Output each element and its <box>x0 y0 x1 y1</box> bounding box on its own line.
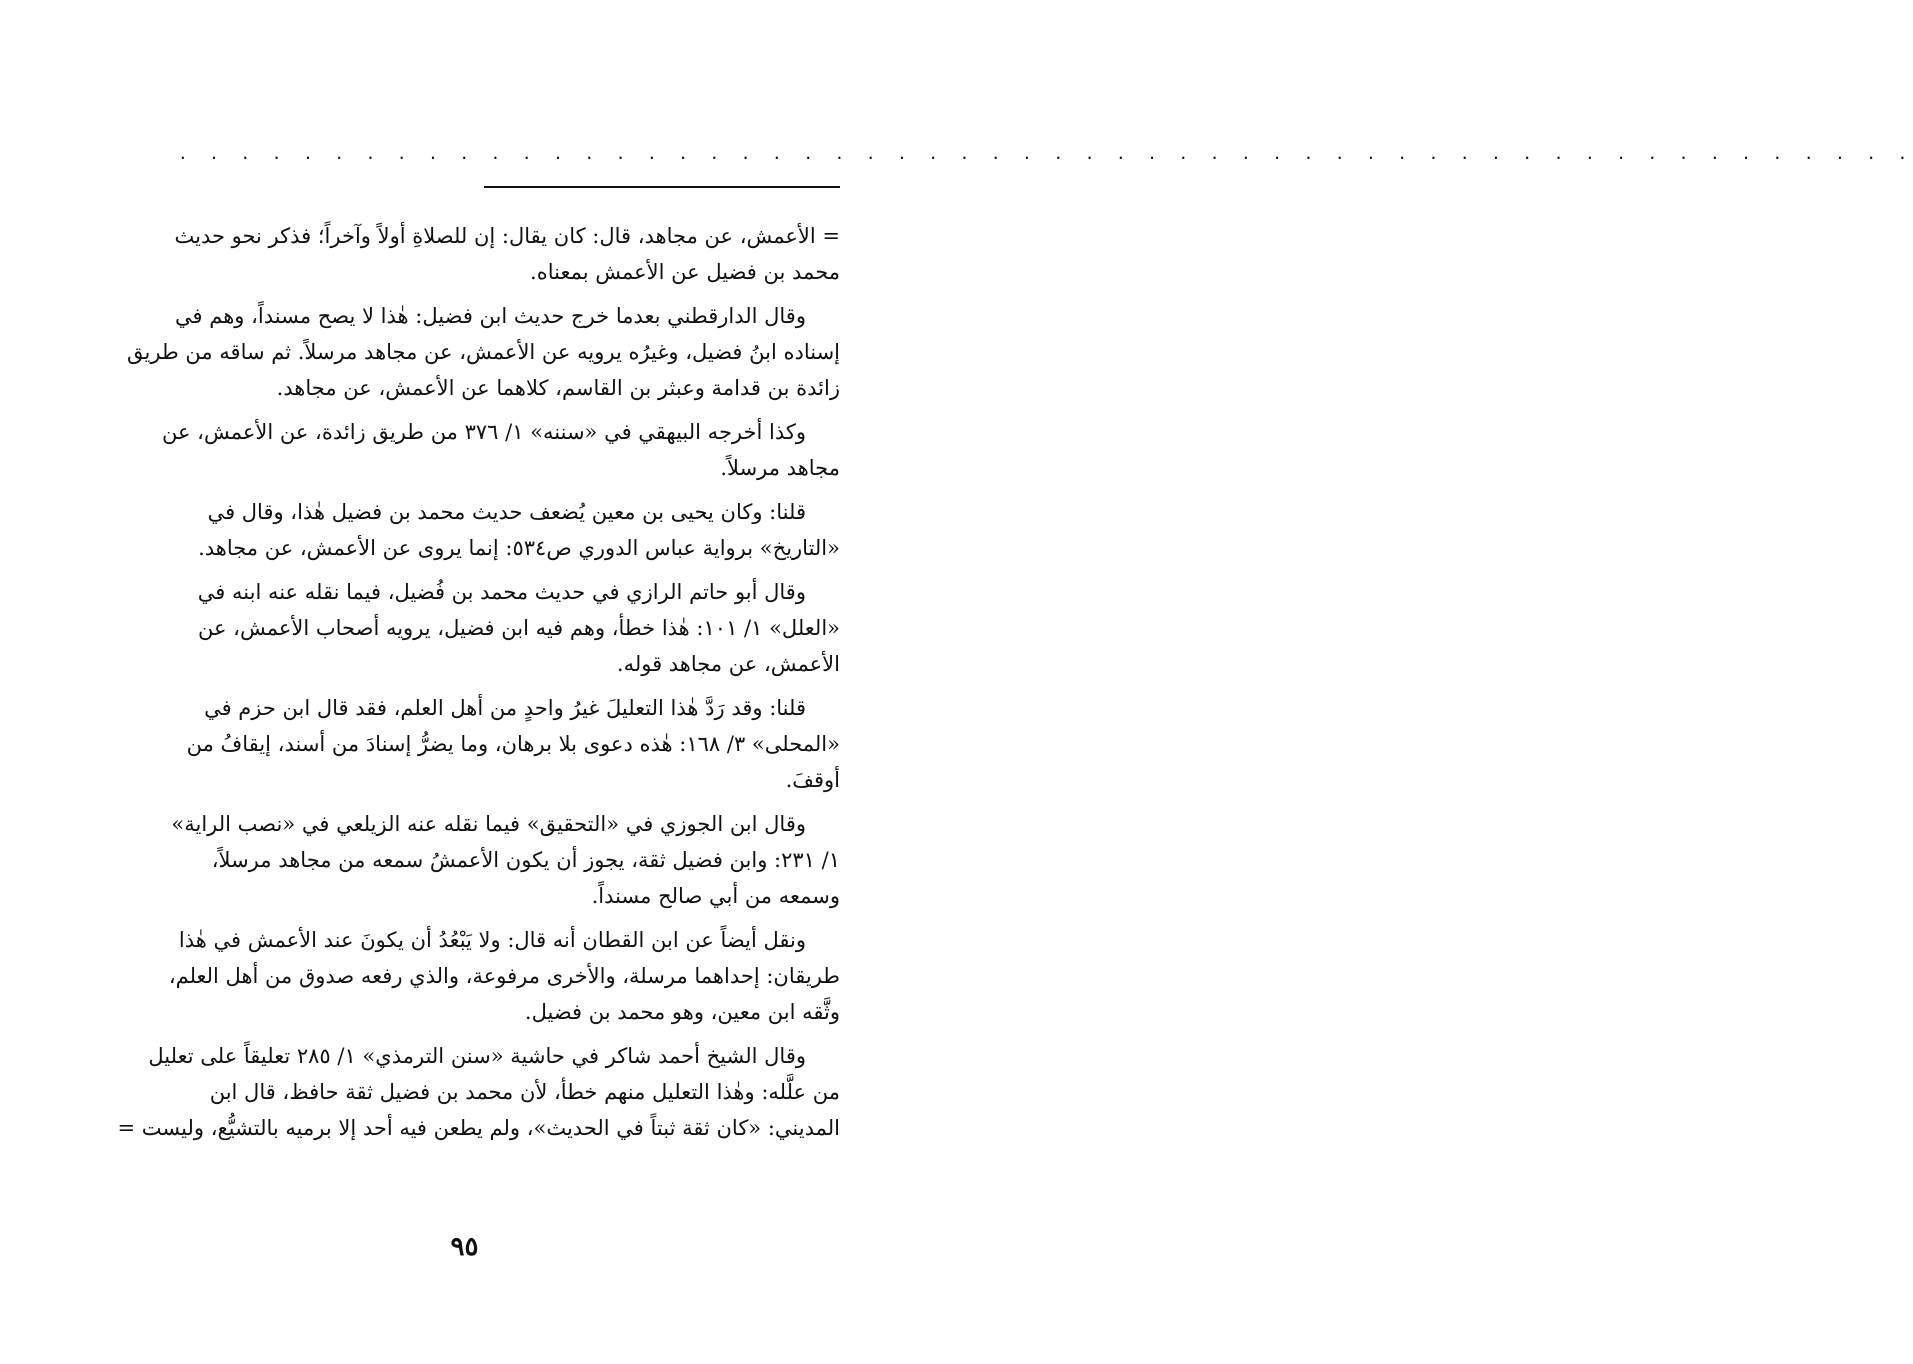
text-line: من علَّله: وهٰذا التعليل منهم خطأ، لأن محمد بن فضيل ثقة حافظ، قال ابن <box>209 1080 840 1104</box>
text-line: أوقفَ. <box>785 768 840 792</box>
paragraph-9 <box>117 1038 840 1146</box>
footnote-text <box>117 218 840 1154</box>
text-line: الأعمش، عن مجاهد قوله. <box>616 652 840 676</box>
paragraph-1 <box>140 218 840 290</box>
dotted-separator: . . . . . . . . . . . . . . . . . . . . . . . . . . . . . . . . . . . . . . . . . . . . . . . . . . . . . . . . <box>178 144 1913 163</box>
text-line: «التاريخ» برواية عباس الدوري ص٥٣٤: إنما يروى عن الأعمش، عن مجاهد. <box>198 536 840 560</box>
text-line: «العلل» ١/ ١٠١: هٰذا خطأ، وهم فيه ابن فضيل، يرويه أصحاب الأعمش، عن <box>197 616 840 640</box>
text-line: وثَّقه ابن معين، وهو محمد بن فضيل. <box>524 1000 840 1024</box>
text-line: مجاهد مرسلاً. <box>720 456 840 480</box>
text-line: وقال أبو حاتم الرازي في حديث محمد بن فُضيل، فيما نقله عنه ابنه في <box>197 580 806 604</box>
paragraph-6 <box>140 690 840 798</box>
text-line: = الأعمش، عن مجاهد، قال: كان يقال: إن للصلاةِ أولاً وآخراً؛ فذكر نحو حديث <box>174 224 840 248</box>
text-line: قلنا: وقد رَدَّ هٰذا التعليلَ غيرُ واحدٍ من أهل العلم، فقد قال ابن حزم في <box>204 696 806 720</box>
text-line: قلنا: وكان يحيى بن معين يُضعف حديث محمد بن فضيل هٰذا، وقال في <box>207 500 806 524</box>
text-line: طريقان: إحداهما مرسلة، والأخرى مرفوعة، والذي رفعه صدوق من أهل العلم، <box>168 964 840 988</box>
text-line: إسناده ابنُ فضيل، وغيرُه يرويه عن الأعمش، عن مجاهد مرسلاً. ثم ساقه من طريق <box>127 340 840 364</box>
paragraph-8 <box>140 922 840 1030</box>
text-line: وقال ابن الجوزي في «التحقيق» فيما نقله عنه الزيلعي في «نصب الراية» <box>171 812 806 836</box>
text-line: «المحلى» ٣/ ١٦٨: هٰذه دعوى بلا برهان، وما يضرُّ إسنادَ من أسند، إيقافُ من <box>186 732 840 756</box>
text-line: وقال الشيخ أحمد شاكر في حاشية «سنن الترمذي» ١/ ٢٨٥ تعليقاً على تعليل <box>148 1044 806 1068</box>
text-line: وكذا أخرجه البيهقي في «سننه» ١/ ٣٧٦ من طريق زائدة، عن الأعمش، عن <box>161 420 806 444</box>
footnote-rule <box>484 186 840 188</box>
text-line: ١/ ٢٣١: وابن فضيل ثقة، يجوز أن يكون الأعمشُ سمعه من مجاهد مرسلاً، <box>211 848 840 872</box>
text-line: محمد بن فضيل عن الأعمش بمعناه. <box>530 260 840 284</box>
paragraph-4 <box>140 494 840 566</box>
paragraph-2 <box>127 298 840 406</box>
text-line: ونقل أيضاً عن ابن القطان أنه قال: ولا يَبْعُدُ أن يكونَ عند الأعمش في هٰذا <box>178 928 806 952</box>
page-number: ٩٥ <box>450 1232 479 1262</box>
paragraph-7 <box>140 806 840 914</box>
text-line: وسمعه من أبي صالح مسنداً. <box>591 884 840 908</box>
paragraph-3 <box>140 414 840 486</box>
text-line: زائدة بن قدامة وعبثر بن القاسم، كلاهما عن الأعمش، عن مجاهد. <box>276 376 840 400</box>
text-line: وقال الدارقطني بعدما خرج حديث ابن فضيل: هٰذا لا يصح مسنداً، وهم في <box>175 304 806 328</box>
paragraph-5 <box>140 574 840 682</box>
text-line: المديني: «كان ثقة ثبتاً في الحديث»، ولم يطعن فيه أحد إلا برميه بالتشيُّع، وليست = <box>117 1116 840 1140</box>
